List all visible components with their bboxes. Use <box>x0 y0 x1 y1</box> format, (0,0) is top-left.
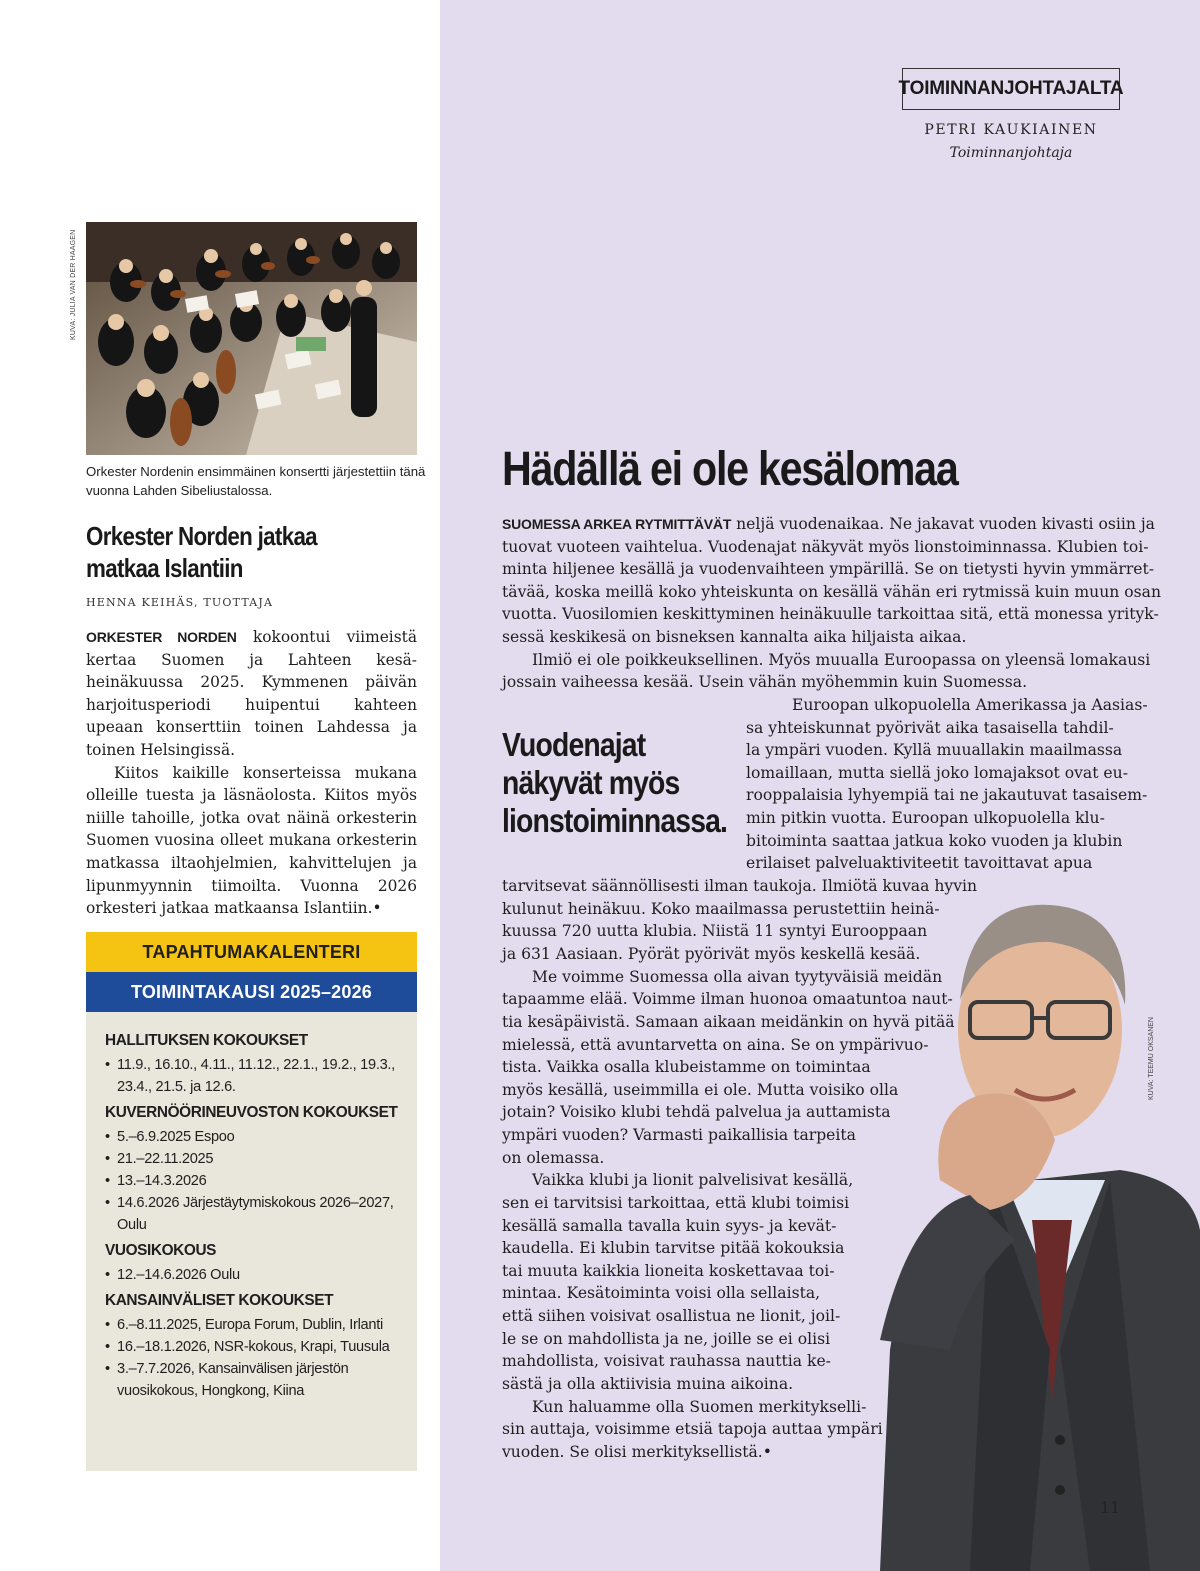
body-line: bitoiminta saattaa jatkua koko vuoden ja klubin <box>746 832 1123 850</box>
author-name: PETRI KAUKIAINEN <box>924 122 1098 138</box>
body-line: tapaamme elää. Voimme ilman huonoa omaatuntoa naut- <box>502 990 953 1008</box>
body-line: sin auttaja, voisimme etsiä tapoja auttaa ympäri <box>502 1420 883 1438</box>
calendar-item: • 5.–6.9.2025 Espoo <box>105 1126 407 1148</box>
body-line: vuotta. Vuosilomien keskittyminen heinäkuulle tarkoittaa sitä, että monessa yrityk- <box>502 605 1159 623</box>
column-lead-in: SUOMESSA ARKEA RYTMITTÄVÄT <box>502 516 732 532</box>
body-line: rooppalaisia lyhyempiä tai ne jakautuvat tasaisem- <box>746 786 1148 804</box>
calendar-item: • 14.6.2026 Järjestäytymiskokous 2026–2027, Oulu <box>105 1192 407 1236</box>
calendar-section-title: HALLITUKSEN KOKOUKSET <box>105 1032 308 1049</box>
body-line: kulunut heinäkuu. Koko maailmassa perustettiin heinä- <box>502 900 940 918</box>
paragraph-1 <box>86 626 417 762</box>
body-line: le se on mahdollista ja ne, joille se ei olisi <box>502 1330 831 1348</box>
body-line: Ilmiö ei ole poikkeuksellinen. Myös muualla Euroopassa on yleensä lomakausi <box>532 651 1151 669</box>
calendar-section-title: KANSAINVÄLISET KOKOUKSET <box>105 1292 334 1309</box>
body-line: tävää, koska meillä koko yhteiskunta on kesällä vähän eri rytmissä kuin muun osan <box>502 583 1161 601</box>
body-line: sen ei tarvitsisi tarkoittaa, että klubi toimisi <box>502 1194 850 1212</box>
calendar-content <box>86 1012 417 1402</box>
calendar-item: • 16.–18.1.2026, NSR-kokous, Krapi, Tuusula <box>105 1336 407 1358</box>
calendar-title: TAPAHTUMAKALENTERI <box>86 932 417 972</box>
body-line: la ympäri vuoden. Kyllä muuallakin maailmassa <box>746 741 1123 759</box>
body-line: on olemassa. <box>502 1149 605 1167</box>
orchestra-illustration <box>86 222 417 455</box>
body-line: Kun haluamme olla Suomen merkitykselli- <box>532 1398 867 1416</box>
article-body <box>86 626 417 920</box>
body-line: ympäri vuoden? Varmasti paikallisia tarpeita <box>502 1126 856 1144</box>
paragraph-1-text: kokoontui viimeistä kertaa Suomen ja Lahteen kesä-heinäkuussa 2025. Kymmenen päivän harjoitusperiodi huipentui kahteen upeaan konserttiin toinen Lahdessa ja toinen Helsingissä. <box>86 628 417 759</box>
lead-in: ORKESTER NORDEN <box>86 629 237 645</box>
body-line: että siihen voisivat osallistua ne lionit, joil- <box>502 1307 841 1325</box>
body-line-text: neljä vuodenaikaa. Ne jakavat vuoden kivasti osiin ja <box>731 515 1155 533</box>
body-line: jotain? Voisiko klubi tehdä palvelua ja auttamista <box>502 1103 891 1121</box>
body-line: lomaillaan, mutta siellä joko lomajaksot ovat eu- <box>746 764 1128 782</box>
body-line: sästä ja olla aktiivisia muina aikoina. <box>502 1375 794 1393</box>
calendar-item: • 21.–22.11.2025 <box>105 1148 407 1170</box>
body-line: kesällä samalla tavalla kuin syys- ja kevät- <box>502 1217 837 1235</box>
orchestra-photo-credit: KUVA: JULIA VAN DER HAAGEN <box>70 229 77 340</box>
body-line: Euroopan ulkopuolella Amerikassa ja Aasias- <box>792 696 1148 714</box>
calendar-section-title: VUOSIKOKOUS <box>105 1242 217 1259</box>
calendar-section-title: KUVERNÖÖRINEUVOSTON KOKOUKSET <box>105 1104 398 1121</box>
body-line: tista. Vaikka osalla klubeistamme on toimintaa <box>502 1058 871 1076</box>
body-line: min pitkin vuotta. Euroopan ulkopuolella klu- <box>746 809 1105 827</box>
event-calendar <box>86 932 417 1471</box>
right-column <box>440 0 1200 1571</box>
body-line: Me voimme Suomessa olla aivan tyytyväisiä meidän <box>532 968 943 986</box>
body-line: tuovat vuoteen vaihtelua. Vuodenajat näkyvät myös lionstoiminnassa. Klubien toi- <box>502 538 1149 556</box>
body-line: minta hiljenee kesällä ja vuodenvaihteen ympärillä. Se on tietysti hyvin ymmärret- <box>502 560 1155 578</box>
body-line: tai muuta kaikkia lioneita koskettavaa toi- <box>502 1262 835 1280</box>
calendar-item: • 6.–8.11.2025, Europa Forum, Dublin, Irlanti <box>105 1314 407 1336</box>
body-line: Vaikka klubi ja lionit palvelisivat kesällä, <box>532 1171 854 1189</box>
body-line: kaudella. Ei klubin tarvitse pitää kokouksia <box>502 1239 845 1257</box>
body-line: mintaa. Kesätoiminta voisi olla sellaista, <box>502 1284 821 1302</box>
section-tag: TOIMINNANJOHTAJALTA <box>902 68 1120 110</box>
photo-caption: Orkester Nordenin ensimmäinen konsertti järjestettiin tänä vuonna Lahden Sibeliustalossa. <box>86 464 426 498</box>
body-line: tia kesäpäivistä. Samaan aikaan meidänkin on hyvä pitää <box>502 1013 955 1031</box>
calendar-item: • 11.9., 16.10., 4.11., 11.12., 22.1., 19.2., 19.3., 23.4., 21.5. ja 12.6. <box>105 1054 407 1098</box>
body-line: sa yhteiskunnat pyörivät aika tasaisella tahdil- <box>746 719 1114 737</box>
body-line: tarvitsevat säännöllisesti ilman taukoja. Ilmiötä kuvaa hyvin <box>502 877 978 895</box>
author-role: Toiminnanjohtaja <box>949 145 1073 161</box>
body-line: jossain vaiheessa kesää. Usein vähän myöhemmin kuin Suomessa. <box>502 673 1028 691</box>
body-line: kuussa 720 uutta klubia. Niistä 11 syntyi Eurooppaan <box>502 922 928 940</box>
column-title: Hädällä ei ole kesälomaa <box>502 443 958 496</box>
pull-quote: Vuodenajat näkyvät myös lionstoiminnassa. <box>502 726 728 839</box>
body-line: mielessä, että avuntarvetta on aina. Se on ympärivuo- <box>502 1036 929 1054</box>
calendar-item: • 12.–14.6.2026 Oulu <box>105 1264 407 1286</box>
calendar-item: • 13.–14.3.2026 <box>105 1170 407 1192</box>
page-number: 11 <box>1100 1498 1121 1517</box>
article-byline: HENNA KEIHÄS, TUOTTAJA <box>86 596 274 609</box>
calendar-subtitle: TOIMINTAKAUSI 2025–2026 <box>86 972 417 1012</box>
body-line <box>502 513 1155 536</box>
body-line: sessä keskikesä on bisneksen kannalta aika hiljaista aikaa. <box>502 628 967 646</box>
paragraph-2: Kiitos kaikille konserteissa mukana olleille tuesta ja läsnäolosta. Kiitos myös niille tahoille, jotka ovat näinä orkesterin Suomen vuosina olleet mukana orkesterin matkassa iltaohjelmien, kahvittelujen ja lipunmyynnin tiimoilta. Vuonna 2026 orkesteri jatkaa matkaansa Islantiin.• <box>86 763 417 918</box>
body-line: erilaiset palveluaktiviteetit tavoittavat apua <box>746 854 1093 872</box>
body-line: mahdollista, voisivat rauhassa nauttia ke- <box>502 1352 831 1370</box>
article-title: Orkester Norden jatkaa matkaa Islantiin <box>86 521 317 583</box>
body-line: ja 631 Aasiaan. Pyörät pyörivät myös keskellä kesää. <box>502 945 921 963</box>
portrait-photo-credit: KUVA: TEEMU OKSANEN <box>1148 1017 1155 1100</box>
body-line: vuoden. Se olisi merkityksellistä.• <box>502 1443 772 1461</box>
calendar-item: • 3.–7.7.2026, Kansainvälisen järjestön vuosikokous, Hongkong, Kiina <box>105 1358 407 1402</box>
orchestra-photo <box>86 222 417 455</box>
body-line: myös kesällä, useimmilla ei ole. Mutta voisiko olla <box>502 1081 899 1099</box>
left-column <box>0 0 440 1571</box>
